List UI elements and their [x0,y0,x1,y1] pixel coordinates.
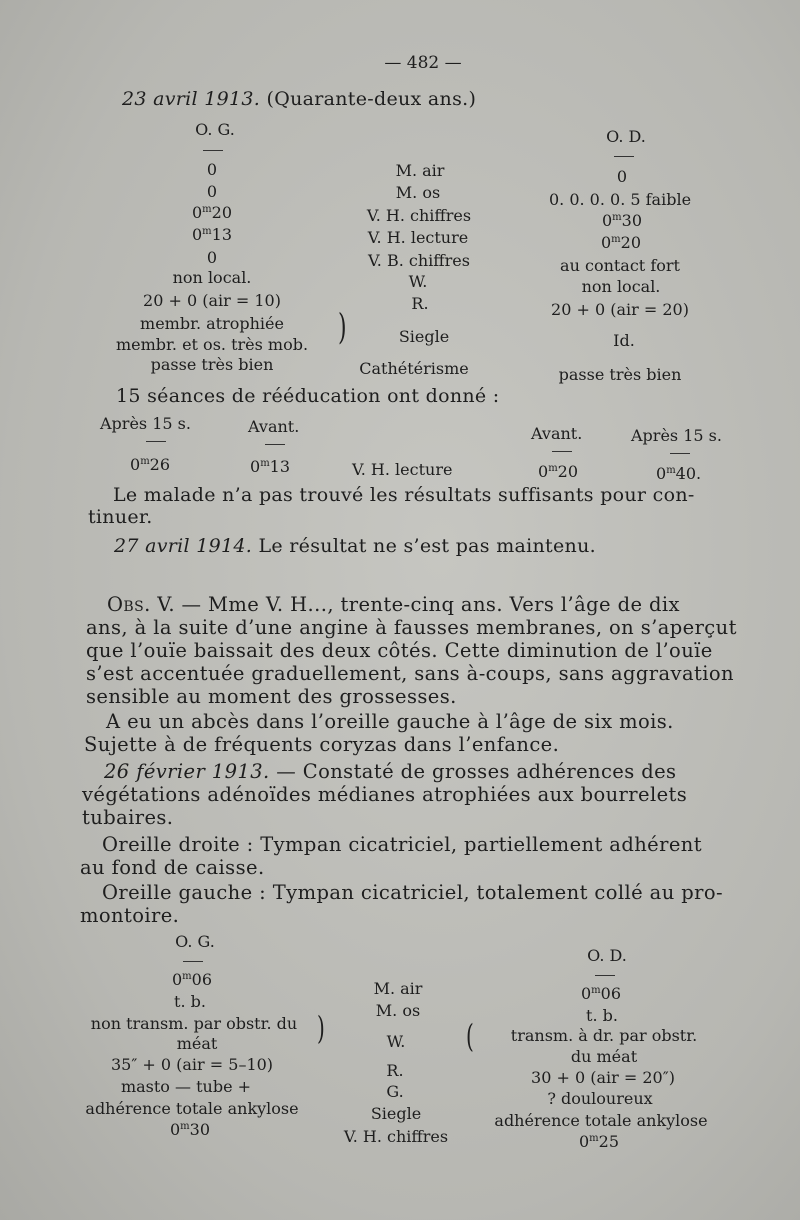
result-value: 0$^m$40. [656,464,702,483]
od-value-2: 0$^m$06 [580,984,622,1003]
followup-date: 27 avril 1914. [114,535,253,557]
test-label-2: M. os [375,1001,421,1020]
test-label: V. B. chiffres [368,251,470,270]
avant-og-label: Avant. [248,417,300,436]
dash [552,451,572,452]
obs-line: Sujette à de fréquents coryzas dans l’enfance. [84,733,560,756]
obs-line: végétations adénoïdes médianes atrophiées aux bourrelets [82,783,688,806]
og-value-2: adhérence totale ankylose [85,1099,299,1118]
od-value-2: ? douloureux [547,1089,653,1108]
og-header-dash [203,150,223,151]
test-label-2: G. [386,1082,404,1101]
og-value-2: méat [176,1034,218,1053]
entry1-date: 23 avril 1913. [122,88,261,110]
obs-line: au fond de caisse. [80,856,265,879]
result-value: 0$^m$13 [250,457,291,476]
test-label: M. air [395,161,445,180]
obs-line: s’est accentuée graduellement, sans à-coups, sans aggravation [86,662,734,685]
followup-text: Le résultat ne s’est pas maintenu. [258,535,596,557]
od-value-2: 30 + 0 (air = 20″) [531,1068,675,1087]
test-label-2: V. H. chiffres [343,1127,449,1146]
test-label-2: M. air [373,979,423,998]
obs-line: sensible au moment des grossesses. [86,685,457,708]
og-header: O. G. [195,120,235,139]
obs-line: Oreille droite : Tympan cicatriciel, partiellement adhérent [102,833,702,856]
test-label: Cathétérisme [359,359,469,378]
og-value: non local. [172,268,252,287]
test-label: W. [408,272,428,291]
dash [146,441,166,442]
test-label: V. H. lecture [367,228,469,247]
result-value: 0$^m$26 [130,455,171,474]
obs-line: montoire. [80,904,180,927]
entry1-header [122,88,476,110]
od-value: au contact fort [560,256,680,275]
og-value: 20 + 0 (air = 10) [143,291,281,310]
brace-right: ) [317,1008,325,1048]
og-value: 0$^m$20 [191,203,233,222]
od-value-2: du méat [570,1047,638,1066]
test-label: V. H. chiffres [366,206,472,225]
og-value: 0 [206,160,218,179]
og-header-2: O. G. [175,932,215,951]
test-label: R. [411,294,429,313]
brace-left: ( [466,1016,474,1056]
dash [183,961,203,962]
od-value: 20 + 0 (air = 20) [551,300,689,319]
og-value-2: masto — tube + [120,1077,252,1096]
od-value: 0$^m$30 [601,211,643,230]
test-label-2: Siegle [370,1104,422,1123]
od-header-2: O. D. [587,946,627,965]
page-number: — 482 — [384,53,462,73]
od-value: 0 [616,167,628,186]
entry1-age: (Quarante-deux ans.) [266,88,477,110]
od-value-2: t. b. [586,1006,618,1025]
od-value: 0$^m$20 [600,233,642,252]
obs-line: ans, à la suite d’une angine à fausses membranes, on s’aperçut [86,616,737,639]
og-value-2: 35″ + 0 (air = 5–10) [110,1055,274,1074]
od-value: non local. [581,277,661,296]
conclusion-line: tinuer. [88,506,153,528]
reeducation-text: 15 séances de rééducation ont donné : [116,385,500,407]
od-value-2: transm. à dr. par obstr. [510,1026,698,1045]
od-header: O. D. [606,127,646,146]
dash [670,453,690,454]
og-value: 0 [206,182,218,201]
avant-od-label: Avant. [531,424,583,443]
apres-og-label: Après 15 s. [100,414,191,433]
obs-line: 26 février 1913. — Constaté de grosses adhérences des [104,760,677,783]
og-value-2: non transm. par obstr. du [90,1014,298,1033]
od-value: Id. [613,331,635,350]
obs-label: Obs. [107,593,151,616]
obs-line: Obs. V. — Mme V. H..., trente-cinq ans. Vers l’âge de dix [107,593,680,616]
og-value: 0 [206,248,218,267]
og-value-2: 0$^m$30 [169,1120,211,1139]
test-label-2: W. [386,1032,406,1051]
apres-od-label: Après 15 s. [631,426,722,445]
obs-line: tubaires. [82,806,174,829]
og-value: passe très bien [150,355,274,374]
obs-line: A eu un abcès dans l’oreille gauche à l’âge de six mois. [106,710,674,733]
og-value-2: 0$^m$06 [171,970,213,989]
result-test: V. H. lecture [352,460,453,479]
conclusion-line: Le malade n’a pas trouvé les résultats suffisants pour con- [113,484,695,506]
test-label: M. os [395,183,441,202]
od-header-dash [614,156,634,157]
dash [595,975,615,976]
brace-right: ) [338,308,347,349]
og-value: 0$^m$13 [191,225,233,244]
od-value-2: 0$^m$25 [578,1132,620,1151]
test-label-2: R. [386,1061,404,1080]
og-value-2: t. b. [174,992,206,1011]
obs-line: que l’ouïe baissait des deux côtés. Cette diminution de l’ouïe [86,639,713,662]
followup-line [114,535,596,557]
test-label: Siegle [398,327,450,346]
od-value-2: adhérence totale ankylose [494,1111,708,1130]
obs-line: Oreille gauche : Tympan cicatriciel, totalement collé au pro- [102,881,723,904]
og-value: membr. atrophiée [140,314,284,333]
od-value: passe très bien [558,365,682,384]
od-value: 0. 0. 0. 0. 5 faible [548,190,692,209]
dash [265,444,285,445]
result-value: 0$^m$20 [538,462,579,481]
og-value: membr. et os. très mob. [115,335,309,354]
